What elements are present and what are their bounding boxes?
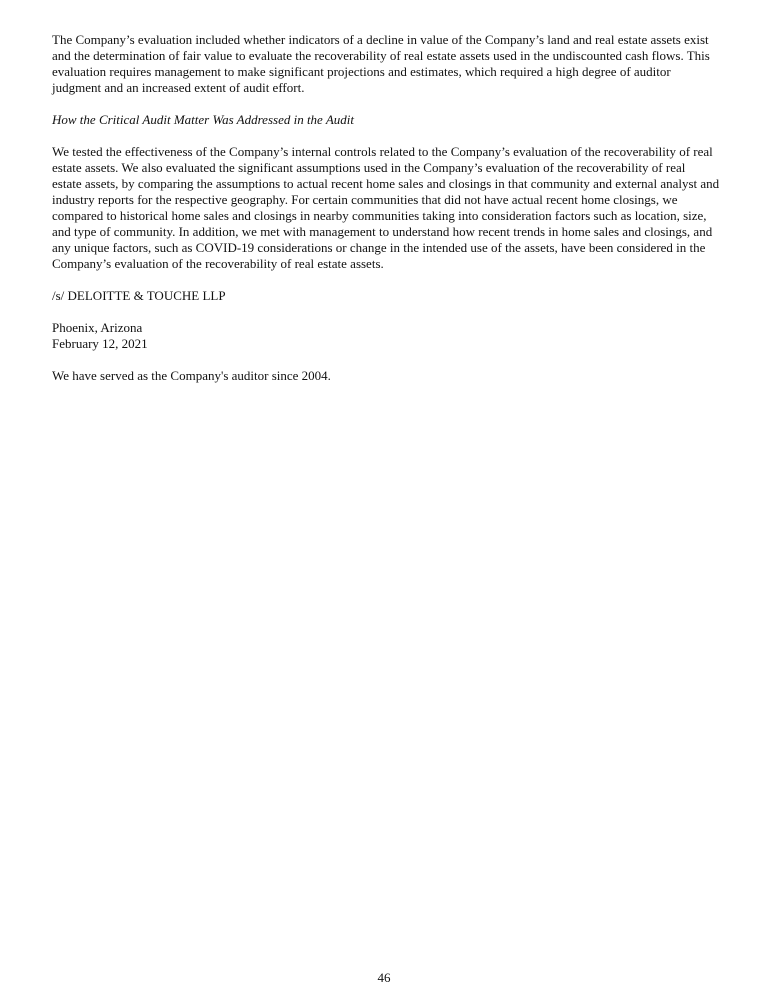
text-line: estate assets. We also evaluated the significant assumptions used in the Company’s evaluation of the recoverability of real bbox=[52, 160, 686, 175]
text-line: The Company’s evaluation included whether indicators of a decline in value of the Company’s land and real estate assets exist bbox=[52, 32, 709, 47]
text-line: We tested the effectiveness of the Company’s internal controls related to the Company’s evaluation of the recoverability of real bbox=[52, 144, 713, 159]
section-heading: How the Critical Audit Matter Was Addressed in the Audit bbox=[52, 112, 355, 127]
text-line: Company’s evaluation of the recoverability of real estate assets. bbox=[52, 256, 384, 271]
evaluation-paragraph bbox=[52, 32, 722, 96]
auditor-signature: /s/ DELOITTE & TOUCHE LLP bbox=[52, 288, 226, 303]
text-line: judgment and an increased extent of audit effort. bbox=[52, 80, 305, 95]
text-line: estate assets, by comparing the assumptions to actual recent home sales and closings in that community and external analyst and bbox=[52, 176, 720, 191]
text-line: any unique factors, such as COVID-19 considerations or change in the intended use of the assets, have been considered in the bbox=[52, 240, 706, 255]
report-date: February 12, 2021 bbox=[52, 336, 148, 351]
audit-procedures-paragraph bbox=[52, 144, 722, 272]
page-number: 46 bbox=[377, 970, 391, 985]
text-line: compared to historical home sales and closings in nearby communities taking into consideration factors such as location, size, bbox=[52, 208, 707, 223]
document-page bbox=[52, 32, 722, 400]
text-line: industry reports for the respective geography. For certain communities that did not have actual recent home closings, we bbox=[52, 192, 678, 207]
auditor-tenure: We have served as the Company's auditor since 2004. bbox=[52, 368, 331, 383]
text-line: and type of community. In addition, we met with management to understand how recent trends in home sales and closings, and bbox=[52, 224, 713, 239]
text-line: and the determination of fair value to evaluate the recoverability of real estate assets used in the undiscounted cash flows. This bbox=[52, 48, 710, 63]
text-line: evaluation requires management to make significant projections and estimates, which required a high degree of auditor bbox=[52, 64, 671, 79]
location-date bbox=[52, 320, 722, 352]
location: Phoenix, Arizona bbox=[52, 320, 143, 335]
